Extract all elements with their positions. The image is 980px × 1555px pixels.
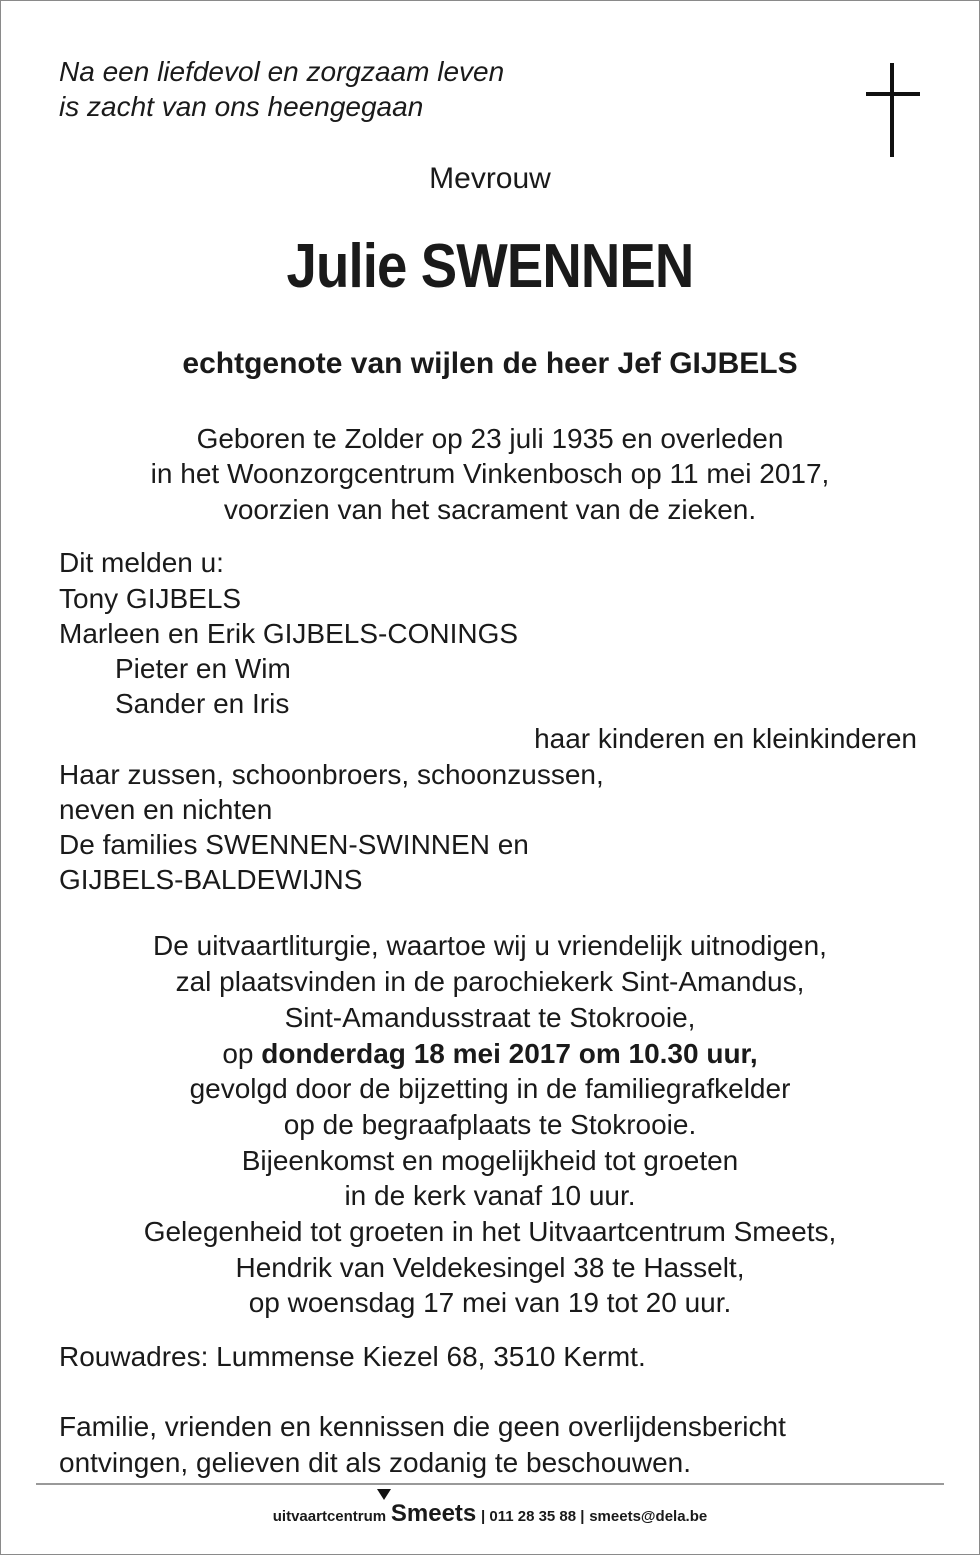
ceremony-line-2: zal plaatsvinden in de parochiekerk Sint-Amandus, xyxy=(175,966,805,997)
footer xyxy=(0,1500,980,1528)
grandchild-1: Pieter en Wim xyxy=(115,653,291,684)
family-heading: Dit melden u: xyxy=(59,547,224,578)
others-4: GIJBELS-BALDEWIJNS xyxy=(59,864,363,895)
child-2: Marleen en Erik GIJBELS-CONINGS xyxy=(59,618,519,649)
ceremony-line-9: Gelegenheid tot groeten in het Uitvaartcentrum Smeets, xyxy=(143,1216,837,1247)
ceremony-line-5: gevolgd door de bijzetting in de familiegrafkelder xyxy=(189,1073,791,1104)
ceremony-line-1: De uitvaartliturgie, waartoe wij u vriendelijk uitnodigen, xyxy=(153,930,827,961)
ceremony-line-8: in de kerk vanaf 10 uur. xyxy=(344,1180,636,1211)
closing-line-1: Familie, vrienden en kennissen die geen overlijdensbericht xyxy=(59,1411,786,1442)
others-2: neven en nichten xyxy=(59,794,273,825)
ceremony-line-3: Sint-Amandusstraat te Stokrooie, xyxy=(284,1002,696,1033)
mourning-address: Rouwadres: Lummense Kiezel 68, 3510 Kermt. xyxy=(59,1341,646,1372)
footer-email: smeets@dela.be xyxy=(589,1508,708,1525)
birth-line-2: in het Woonzorgcentrum Vinkenbosch op 11 mei 2017, xyxy=(150,458,830,489)
triangle-down-icon xyxy=(377,1489,391,1500)
ceremony-date: donderdag 18 mei 2017 om 10.30 uur, xyxy=(261,1038,758,1069)
birth-line-3: voorzien van het sacrament van de zieken. xyxy=(223,494,757,525)
others-1: Haar zussen, schoonbroers, schoonzussen, xyxy=(59,759,604,790)
ceremony-line-10: Hendrik van Veldekesingel 38 te Hasselt, xyxy=(235,1252,745,1283)
date-prefix: op xyxy=(222,1038,262,1069)
ceremony-line-11: op woensdag 17 mei van 19 tot 20 uur. xyxy=(248,1287,732,1318)
spouse-line: echtgenote van wijlen de heer Jef GIJBELS xyxy=(182,347,798,380)
footer-prefix: uitvaartcentrum xyxy=(272,1508,387,1525)
intro-line-1: Na een liefdevol en zorgzaam leven xyxy=(59,56,505,87)
closing-line-2: ontvingen, gelieven dit als zodanig te beschouwen. xyxy=(59,1447,691,1478)
birth-line-1: Geboren te Zolder op 23 juli 1935 en overleden xyxy=(196,423,784,454)
ceremony-line-7: Bijeenkomst en mogelijkheid tot groeten xyxy=(241,1145,739,1176)
ceremony-line-6: op de begraafplaats te Stokrooie. xyxy=(283,1109,697,1140)
footer-brand: Smeets xyxy=(390,1500,477,1527)
child-1: Tony GIJBELS xyxy=(59,583,242,614)
footer-divider xyxy=(36,1483,944,1485)
intro-line-2: is zacht van ons heengegaan xyxy=(59,91,424,122)
others-3: De families SWENNEN-SWINNEN en xyxy=(59,829,529,860)
family-role: haar kinderen en kleinkinderen xyxy=(534,723,917,754)
grandchild-2: Sander en Iris xyxy=(115,688,290,719)
ceremony-date-line xyxy=(0,1036,980,1071)
title: Mevrouw xyxy=(429,162,551,195)
footer-phone: | 011 28 35 88 | xyxy=(481,1508,585,1525)
deceased-name: Julie SWENNEN xyxy=(286,232,694,301)
